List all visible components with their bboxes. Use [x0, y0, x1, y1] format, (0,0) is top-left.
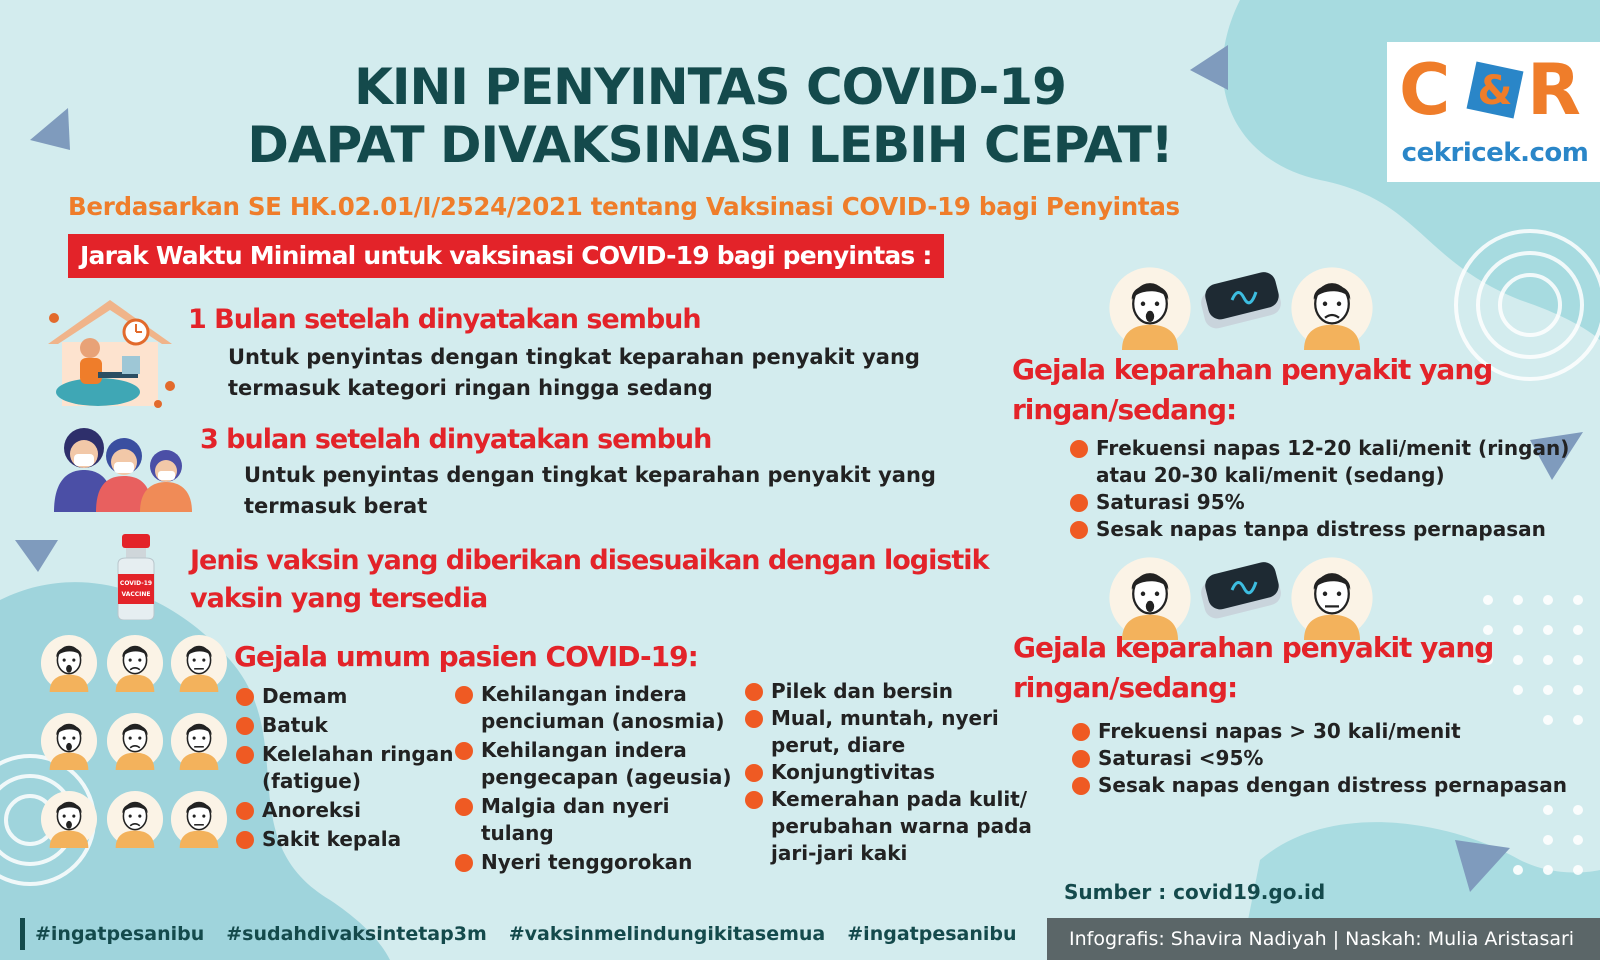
title-line-1: KINI PENYINTAS COVID-19: [354, 58, 1066, 116]
svg-text:&: &: [1477, 68, 1513, 114]
interval-2-line-1: Untuk penyintas dengan tingkat keparahan penyakit yang: [244, 463, 936, 487]
symptom-list-col-2: [455, 681, 745, 878]
sick-person-icon: [40, 790, 98, 848]
sick-person-icon: [106, 634, 164, 692]
section-banner: Jarak Waktu Minimal untuk vaksinasi COVID-19 bagi penyintas :: [68, 234, 944, 278]
list-item: Konjungtivitas: [745, 759, 1045, 786]
hashtag-bar: [20, 918, 1017, 950]
list-item: Frekuensi napas 12-20 kali/menit (ringan) atau 20-30 kali/menit (sedang): [1070, 435, 1570, 489]
masked-family-icon: [48, 420, 198, 512]
hashtag[interactable]: #ingatpesanibu: [35, 923, 205, 945]
list-item: Sesak napas dengan distress pernapasan: [1072, 772, 1572, 799]
brand-logo[interactable]: [1387, 42, 1600, 182]
list-item: Malgia dan nyeri tulang: [455, 793, 745, 847]
symptom-list-col-1: [236, 683, 456, 855]
list-item: Saturasi 95%: [1070, 489, 1570, 516]
list-item: Pilek dan bersin: [745, 678, 1045, 705]
list-item: Batuk: [236, 712, 456, 739]
vaccine-bottle-icon: [112, 534, 160, 620]
list-item: Kehilangan indera pengecapan (ageusia): [455, 737, 745, 791]
list-item: Sesak napas tanpa distress pernapasan: [1070, 516, 1570, 543]
logo-url: cekricek.com: [1401, 138, 1589, 168]
list-item: Frekuensi napas > 30 kali/menit: [1072, 718, 1572, 745]
hashtag[interactable]: #vaksinmelindungikitasemua: [508, 923, 826, 945]
logo-letter-r: R: [1527, 49, 1581, 131]
logo-ampersand-icon: [1465, 60, 1525, 120]
severity-2-heading: Gejala keparahan penyakit yang ringan/sedang:: [1013, 631, 1494, 704]
list-item: Kemerahan pada kulit/ perubahan warna pada jari-jari kaki: [745, 786, 1045, 867]
author-credit: Infografis: Shavira Nadiyah | Naskah: Mulia Aristasari: [1047, 918, 1600, 960]
page-subtitle: Berdasarkan SE HK.02.01/I/2524/2021 tentang Vaksinasi COVID-19 bagi Penyintas: [68, 192, 1180, 221]
bottle-top-label: COVID-19: [119, 580, 153, 587]
sick-person-icon: [106, 790, 164, 848]
pulse-oximeter-icon: [1198, 270, 1284, 330]
sick-person-icon: [106, 712, 164, 770]
list-item: Demam: [236, 683, 456, 710]
hashtag[interactable]: #ingatpesanibu: [847, 923, 1017, 945]
sick-person-icon: [170, 712, 228, 770]
interval-1-line-1: Untuk penyintas dengan tingkat keparahan penyakit yang: [228, 345, 920, 369]
interval-1-description: [228, 342, 988, 404]
sick-person-icon: [1108, 266, 1192, 350]
symptom-list-col-3: [745, 678, 1045, 867]
interval-1-line-2: termasuk kategori ringan hingga sedang: [228, 376, 713, 400]
list-item: Kehilangan indera penciuman (anosmia): [455, 681, 745, 735]
source-credit: Sumber : covid19.go.id: [1064, 880, 1326, 904]
vaccine-note: [190, 542, 1010, 618]
vaccine-note-line-2: vaksin yang tersedia: [190, 583, 488, 614]
sick-person-icon: [170, 634, 228, 692]
logo-letter-c: C: [1399, 49, 1449, 131]
list-item: Sakit kepala: [236, 826, 456, 853]
hashtag[interactable]: #sudahdivaksintetap3m: [226, 923, 487, 945]
interval-1-heading: 1 Bulan setelah dinyatakan sembuh: [188, 304, 701, 335]
sick-person-icon: [1290, 266, 1374, 350]
sick-person-icon: [40, 634, 98, 692]
interval-2-description: [244, 460, 1004, 522]
list-item: Nyeri tenggorokan: [455, 849, 745, 876]
sick-person-icon: [170, 790, 228, 848]
list-item: Mual, muntah, nyeri perut, diare: [745, 705, 1045, 759]
list-item: Kelelahan ringan (fatigue): [236, 741, 456, 795]
sick-person-icon: [40, 712, 98, 770]
severity-1-list: [1070, 435, 1570, 543]
interval-2-heading: 3 bulan setelah dinyatakan sembuh: [200, 424, 712, 455]
page-title: [160, 58, 1260, 174]
interval-2-line-2: termasuk berat: [244, 494, 428, 518]
severity-2-list: [1072, 718, 1572, 799]
home-work-illustration: [40, 296, 180, 414]
common-symptoms-heading: Gejala umum pasien COVID-19:: [234, 640, 698, 673]
title-line-2: DAPAT DIVAKSINASI LEBIH CEPAT!: [247, 116, 1173, 174]
vaccine-note-line-1: Jenis vaksin yang diberikan disesuaikan dengan logistik: [190, 545, 989, 576]
pulse-oximeter-icon: [1198, 560, 1284, 620]
severity-1-heading: Gejala keparahan penyakit yang ringan/sedang:: [1012, 353, 1493, 426]
list-item: Anoreksi: [236, 797, 456, 824]
bottle-label: VACCINE: [121, 591, 151, 598]
list-item: Saturasi <95%: [1072, 745, 1572, 772]
